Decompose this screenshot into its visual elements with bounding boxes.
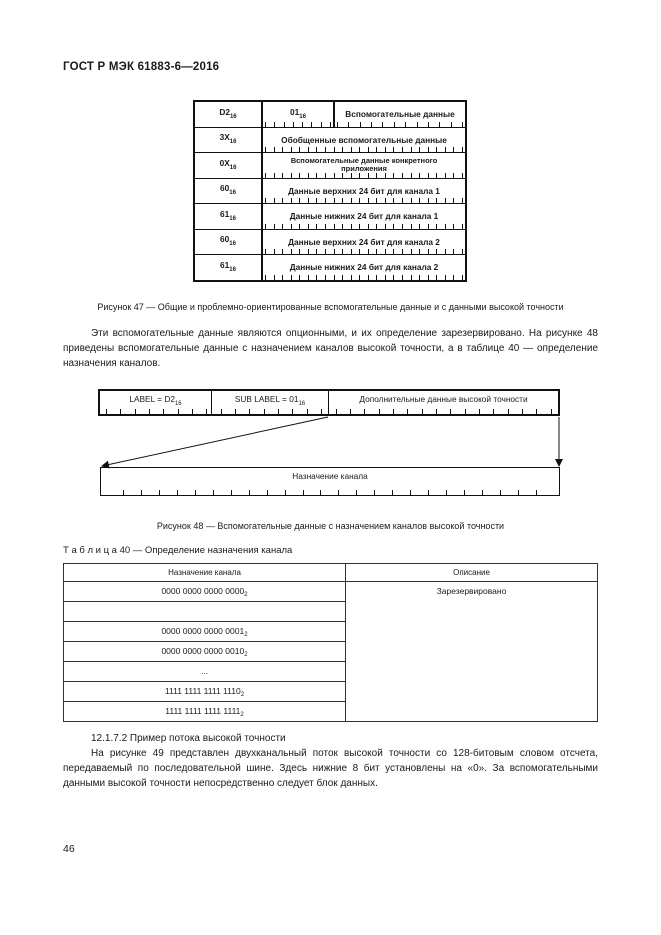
paragraph-text: Эти вспомогательные данные являются опционными, и их определение зарезервировано. На рисунке 48 приведены вспомогательные данные с назначением каналов высокой точности, а в таблице 40 — определение назначения каналов. — [63, 328, 598, 369]
table-row — [64, 582, 598, 602]
figure-48-assignment-box — [100, 467, 560, 496]
figure-47-code-cell: $60_{16}$ — [194, 178, 262, 204]
table-cell-description: Зарезервировано — [346, 582, 598, 722]
figure-48-assignment-label: Назначение канала — [292, 471, 368, 481]
figure-47-text-cell: Данные верхних 24 бит для канала 1 — [262, 178, 466, 204]
figure-48-sublabel-cell: SUB LABEL = $01_{16}$ — [212, 391, 329, 414]
table-header-assignment: Назначение канала — [64, 564, 346, 582]
document-header: ГОСТ Р МЭК 61883-6—2016 — [63, 61, 220, 73]
table-cell-code: 1111 1111 1111 $1110_2$ — [64, 682, 346, 702]
figure-47-text-cell: Данные нижних 24 бит для канала 2 — [262, 255, 466, 281]
figure-47-text-cell: Данные верхних 24 бит для канала 2 — [262, 229, 466, 255]
section-heading: 12.1.7.2 Пример потока высокой точности — [91, 733, 286, 744]
table-cell-code: ... — [64, 662, 346, 682]
figure-47-code-cell: $60_{16}$ — [194, 229, 262, 255]
figure-48-label-cell: LABEL = $D2_{16}$ — [100, 391, 212, 414]
figure-47-code-cell: $D2_{16}$ — [194, 101, 262, 127]
table-cell-code: 0000 0000 0000 $0000_2$ — [64, 582, 346, 602]
arrow-left — [102, 417, 328, 466]
figure-48-aux-cell: Дополнительные данные высокой точности — [359, 394, 528, 404]
figure-47-text-cell: Вспомогательные данные — [334, 101, 466, 127]
table-header-description: Описание — [346, 564, 598, 582]
figure-47-text-cell: Данные нижних 24 бит для канала 1 — [262, 204, 466, 230]
figure-47-text-cell: Обобщенные вспомогательные данные — [262, 127, 466, 153]
section-12-1-7-2 — [63, 731, 598, 791]
figure-48-caption: Рисунок 48 — Вспомогательные данные с назначением каналов высокой точности — [156, 521, 505, 531]
table-40-title: Т а б л и ц а 40 — Определение назначения канала — [63, 545, 293, 556]
page-number: 46 — [63, 843, 75, 855]
figure-47-text-cell: Вспомогательные данные конкретного приложения — [262, 153, 466, 179]
figure-47-code-cell: $0X_{16}$ — [194, 153, 262, 179]
figure-47-caption: Рисунок 47 — Общие и проблемно-ориентированные вспомогательные данные и с данными высокой точности — [97, 302, 564, 312]
table-header-row — [64, 564, 598, 582]
section-text: На рисунке 49 представлен двухканальный поток высокой точности со 128-битовым словом отсчета, передаваемый по последовательной шине. Здесь нижние 8 бит установлены на «0». За вспомогательными данными высокой точности непосредственно следует блок данных. — [63, 748, 598, 789]
figure-47-code-cell: $61_{16}$ — [194, 204, 262, 230]
table-cell-code: 0000 0000 0000 $0001_2$ — [64, 622, 346, 642]
table-40 — [63, 563, 598, 722]
table-cell-code: 1111 1111 1111 $1111_2$ — [64, 702, 346, 722]
figure-47-code-cell: $3X_{16}$ — [194, 127, 262, 153]
figure-47-sublabel-cell: $01_{16}$ — [262, 101, 334, 127]
figure-47-code-cell: $61_{16}$ — [194, 255, 262, 281]
table-cell-code: 0000 0000 0000 $0010_2$ — [64, 642, 346, 662]
table-cell-code — [64, 602, 346, 622]
